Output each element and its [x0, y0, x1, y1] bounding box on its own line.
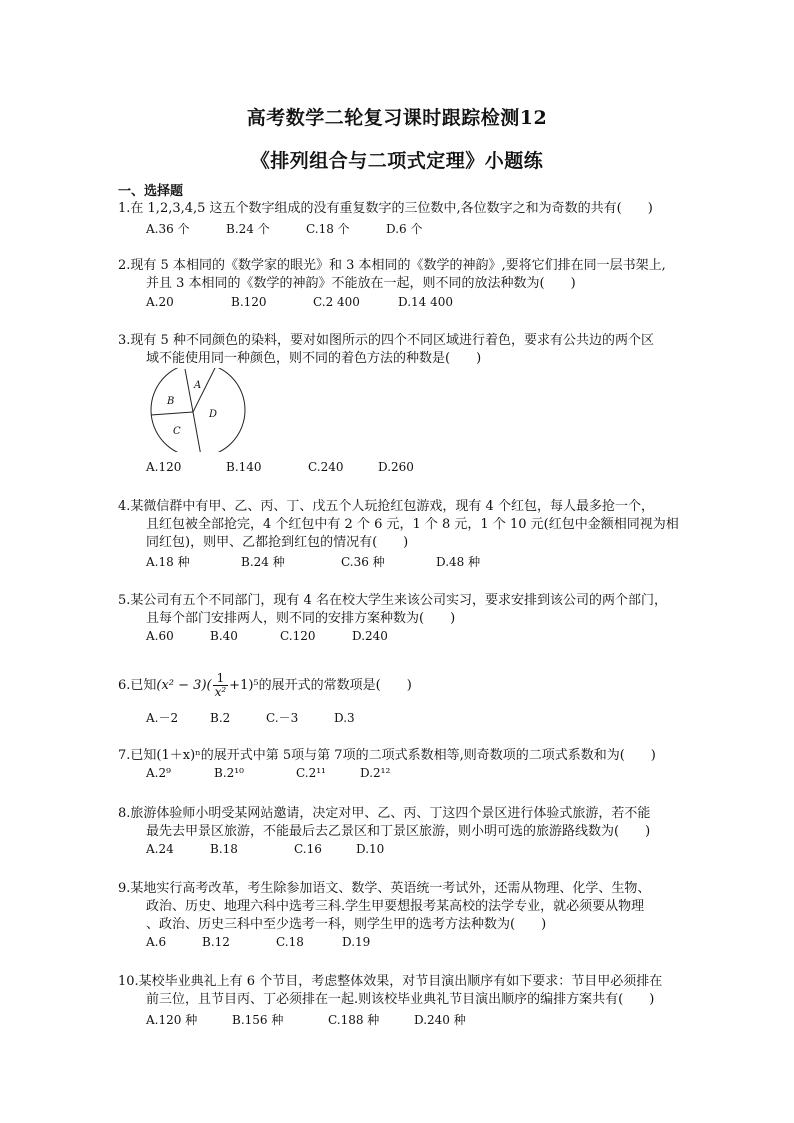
question-7	[118, 747, 708, 765]
question-3	[118, 332, 708, 368]
option-d: D.2¹²	[360, 766, 391, 780]
option-b: B.18	[210, 842, 238, 856]
question-4-line-1: 4.某微信群中有甲、乙、丙、丁、戊五个人玩抢红包游戏，现有 4 个红包，每人最多抢一个，	[118, 499, 654, 514]
question-7-line-1: 7.已知(1＋x)ⁿ的展开式中第 5项与第 7项的二项式系数相等,则奇数项的二项式系数和为( )	[118, 748, 656, 763]
question-9-line-3: 、政治、历史三科中至少选考一科，则学生甲的选考方法种数为( )	[146, 917, 547, 932]
question-10	[118, 973, 708, 1009]
question-8-line-2: 最先去甲景区旅游，不能最后去乙景区和丁景区旅游，则小明可选的旅游路线数为( )	[146, 824, 651, 839]
option-a: A.60	[146, 629, 174, 643]
question-6-suffix: 的展开式的常数项是( )	[258, 678, 412, 693]
option-d: D.240 种	[414, 1013, 466, 1027]
section-heading: 一、选择题	[118, 184, 184, 199]
option-d: D.260	[378, 460, 414, 474]
question-7-options	[146, 766, 390, 780]
option-d: D.48 种	[436, 555, 481, 569]
option-b: B.24 个	[226, 222, 270, 236]
question-5	[118, 592, 708, 628]
option-c: C.18	[276, 935, 304, 949]
option-c: C.240	[308, 460, 344, 474]
question-4-options	[146, 553, 480, 570]
fraction-numerator: 1	[213, 672, 229, 686]
question-1-line-1: 1.在 1,2,3,4,5 这五个数字组成的没有重复数字的三位数中,各位数字之和为奇数的共有( )	[118, 201, 653, 216]
option-b: B.12	[202, 935, 230, 949]
option-c: C.18 个	[306, 222, 350, 236]
option-b: B.2	[210, 711, 231, 725]
option-d: D.240	[352, 629, 388, 643]
option-a: A.－2	[146, 711, 179, 725]
question-4-line-2: 且红包被全部抢完，4 个红包中有 2 个 6 元，1 个 8 元，1 个 10 元(红包中金额相同视为相	[146, 517, 679, 532]
region-label-d: D	[209, 409, 218, 420]
question-10-options	[146, 1011, 466, 1028]
option-b: B.40	[210, 629, 238, 643]
question-6	[118, 672, 708, 699]
question-5-line-2: 且每个部门安排两人，则不同的安排方案种数为( )	[146, 611, 456, 626]
region-label-c: C	[173, 426, 181, 437]
document-title: 高考数学二轮复习课时跟踪检测12	[246, 107, 548, 129]
fraction	[213, 672, 229, 699]
option-b: B.24 种	[241, 555, 285, 569]
option-a: A.20	[146, 295, 174, 309]
option-a: A.36 个	[146, 222, 190, 236]
option-c: C.120	[280, 629, 316, 643]
question-8-line-1: 8.旅游体验师小明受某网站邀请，决定对甲、乙、丙、丁这四个景区进行体验式旅游，若不能	[118, 806, 651, 821]
figure-divider-bc	[151, 412, 193, 415]
question-1	[118, 200, 708, 218]
figure-divider-ab	[185, 369, 193, 412]
option-c: C.－3	[266, 711, 299, 725]
question-3-line-1: 3.现有 5 种不同颜色的染料，要对如图所示的四个不同区域进行着色，要求有公共边的两个区	[118, 333, 654, 348]
question-2-line-1: 2.现有 5 本相同的《数学家的眼光》和 3 本相同的《数学的神韵》,要将它们排在同一层书架上,	[118, 258, 666, 273]
option-d: D.3	[334, 711, 355, 725]
option-c: C.16	[294, 842, 322, 856]
option-b: B.2¹⁰	[214, 766, 244, 780]
option-c: C.2 400	[313, 295, 360, 309]
option-b: B.120	[231, 295, 267, 309]
option-b: B.140	[226, 460, 262, 474]
fraction-denominator: x²	[214, 685, 227, 699]
region-label-a: A	[194, 380, 202, 391]
option-a: A.18 种	[146, 555, 190, 569]
option-a: A.2⁹	[146, 766, 171, 780]
question-4	[118, 498, 708, 552]
question-9-line-2: 政治、历史、地理六科中选考三科.学生甲要想报考某高校的法学专业，就必须要从物理	[146, 899, 645, 914]
question-6-expression-b: +1)⁵	[229, 678, 259, 693]
question-5-line-1: 5.某公司有五个不同部门，现有 4 名在校大学生来该公司实习，要求安排到该公司的两个部门，	[118, 593, 667, 608]
question-10-line-1: 10.某校毕业典礼上有 6 个节目，考虑整体效果，对节目演出顺序有如下要求：节目甲必须排在	[118, 974, 663, 989]
question-8	[118, 805, 708, 841]
option-a: A.6	[146, 935, 167, 949]
question-1-options	[146, 220, 422, 237]
question-3-options	[146, 460, 414, 474]
option-d: D.10	[356, 842, 385, 856]
question-6-options	[146, 709, 355, 726]
question-4-line-3: 同红包)，则甲、乙都抢到红包的情况有( )	[146, 535, 409, 550]
question-10-line-2: 前三位，且节目丙、丁必须排在一起.则该校毕业典礼节目演出顺序的编排方案共有( )	[146, 992, 655, 1007]
pie-region-figure	[148, 368, 248, 452]
option-a: A.120 种	[146, 1013, 198, 1027]
option-d: D.6 个	[386, 222, 423, 236]
question-2-options	[146, 295, 453, 309]
question-8-options	[146, 842, 384, 856]
question-6-line-1	[118, 672, 708, 699]
option-b: B.156 种	[232, 1013, 284, 1027]
option-a: A.120	[146, 460, 182, 474]
question-2	[118, 257, 708, 293]
question-6-expression-a: (x² − 3)(	[156, 678, 212, 693]
option-c: C.2¹¹	[296, 766, 326, 780]
question-9-line-1: 9.某地实行高考改革，考生除参加语文、数学、英语统一考试外，还需从物理、化学、生物、	[118, 881, 651, 896]
option-c: C.36 种	[341, 555, 385, 569]
question-2-line-2: 并且 3 本相同的《数学的神韵》不能放在一起，则不同的放法种数为( )	[146, 276, 576, 291]
option-c: C.188 种	[328, 1013, 380, 1027]
option-d: D.19	[342, 935, 371, 949]
question-9	[118, 880, 708, 934]
question-9-options	[146, 935, 370, 949]
question-3-line-2: 域不能使用同一种颜色，则不同的着色方法的种数是( )	[146, 351, 482, 366]
document-subtitle: 《排列组合与二项式定理》小题练	[250, 150, 544, 172]
option-d: D.14 400	[398, 295, 453, 309]
question-5-options	[146, 629, 388, 643]
figure-divider-cd	[193, 412, 201, 452]
region-label-b: B	[167, 396, 175, 407]
option-a: A.24	[146, 842, 174, 856]
question-6-prefix: 6.已知	[118, 678, 157, 693]
